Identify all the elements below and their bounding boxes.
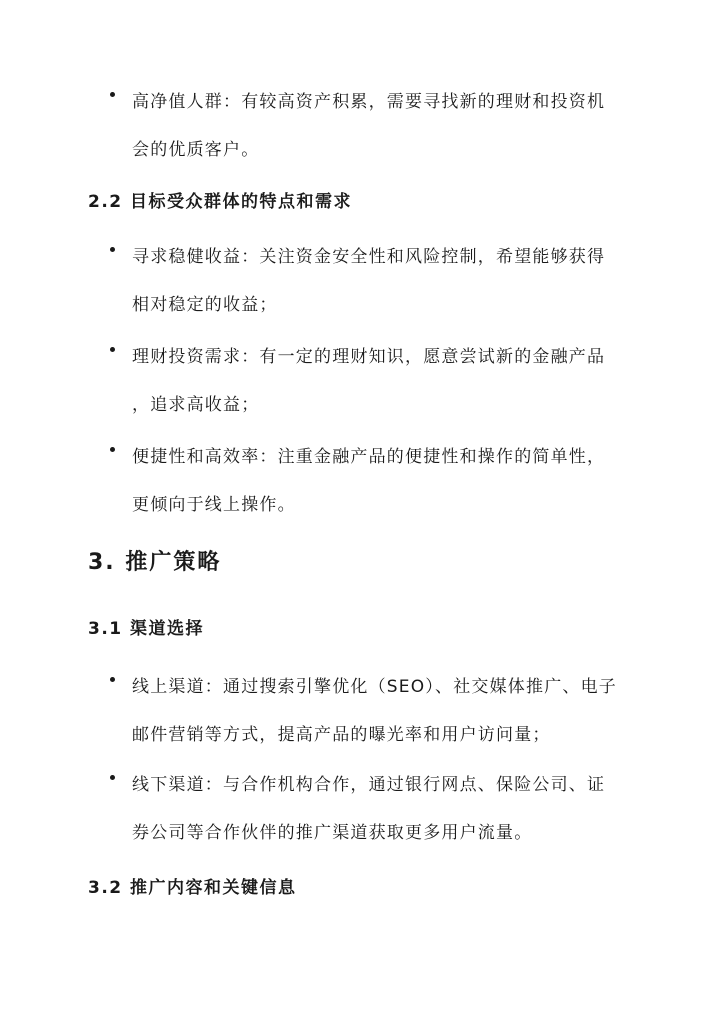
list-item-text [132, 78, 640, 174]
list-item-steady-returns [110, 233, 640, 329]
list-item-text [132, 233, 640, 329]
list-item-text [132, 663, 640, 759]
bullet-icon [110, 347, 115, 352]
list-item-high-net-worth [110, 78, 640, 174]
list-item-online-channels [110, 663, 640, 759]
list-item-line: 线上渠道：通过搜索引擎优化（SEO）、社交媒体推广、电子 [132, 677, 618, 697]
list-item-line: 邮件营销等方式，提高产品的曝光率和用户访问量； [132, 725, 551, 745]
list-item-line: 线下渠道：与合作机构合作，通过银行网点、保险公司、证 [132, 775, 606, 795]
list-item-line: 理财投资需求：有一定的理财知识，愿意尝试新的金融产品 [132, 347, 606, 367]
list-item-investment-needs [110, 333, 640, 429]
list-item-convenience [110, 433, 640, 529]
section-heading-3-2: 3.2 推广内容和关键信息 [88, 878, 297, 898]
section-heading-3-1: 3.1 渠道选择 [88, 619, 205, 639]
list-item-line: 高净值人群：有较高资产积累，需要寻找新的理财和投资机 [132, 92, 606, 112]
list-item-line: 便捷性和高效率：注重金融产品的便捷性和操作的简单性， [132, 447, 606, 467]
list-item-line: 寻求稳健收益：关注资金安全性和风险控制，希望能够获得 [132, 247, 606, 267]
list-item-offline-channels [110, 761, 640, 857]
bullet-icon [110, 677, 115, 682]
list-item-text [132, 433, 640, 529]
list-item-line: 更倾向于线上操作。 [132, 495, 296, 515]
bullet-icon [110, 447, 115, 452]
bullet-icon [110, 92, 115, 97]
list-item-text [132, 761, 640, 857]
list-item-line: 券公司等合作伙伴的推广渠道获取更多用户流量。 [132, 823, 533, 843]
section-heading-2-2: 2.2 目标受众群体的特点和需求 [88, 192, 353, 212]
bullet-icon [110, 775, 115, 780]
list-item-line: ，追求高收益； [132, 395, 260, 415]
section-heading-3: 3. 推广策略 [88, 550, 222, 575]
bullet-icon [110, 247, 115, 252]
list-item-text [132, 333, 640, 429]
list-item-line: 会的优质客户。 [132, 140, 260, 160]
list-item-line: 相对稳定的收益； [132, 295, 278, 315]
